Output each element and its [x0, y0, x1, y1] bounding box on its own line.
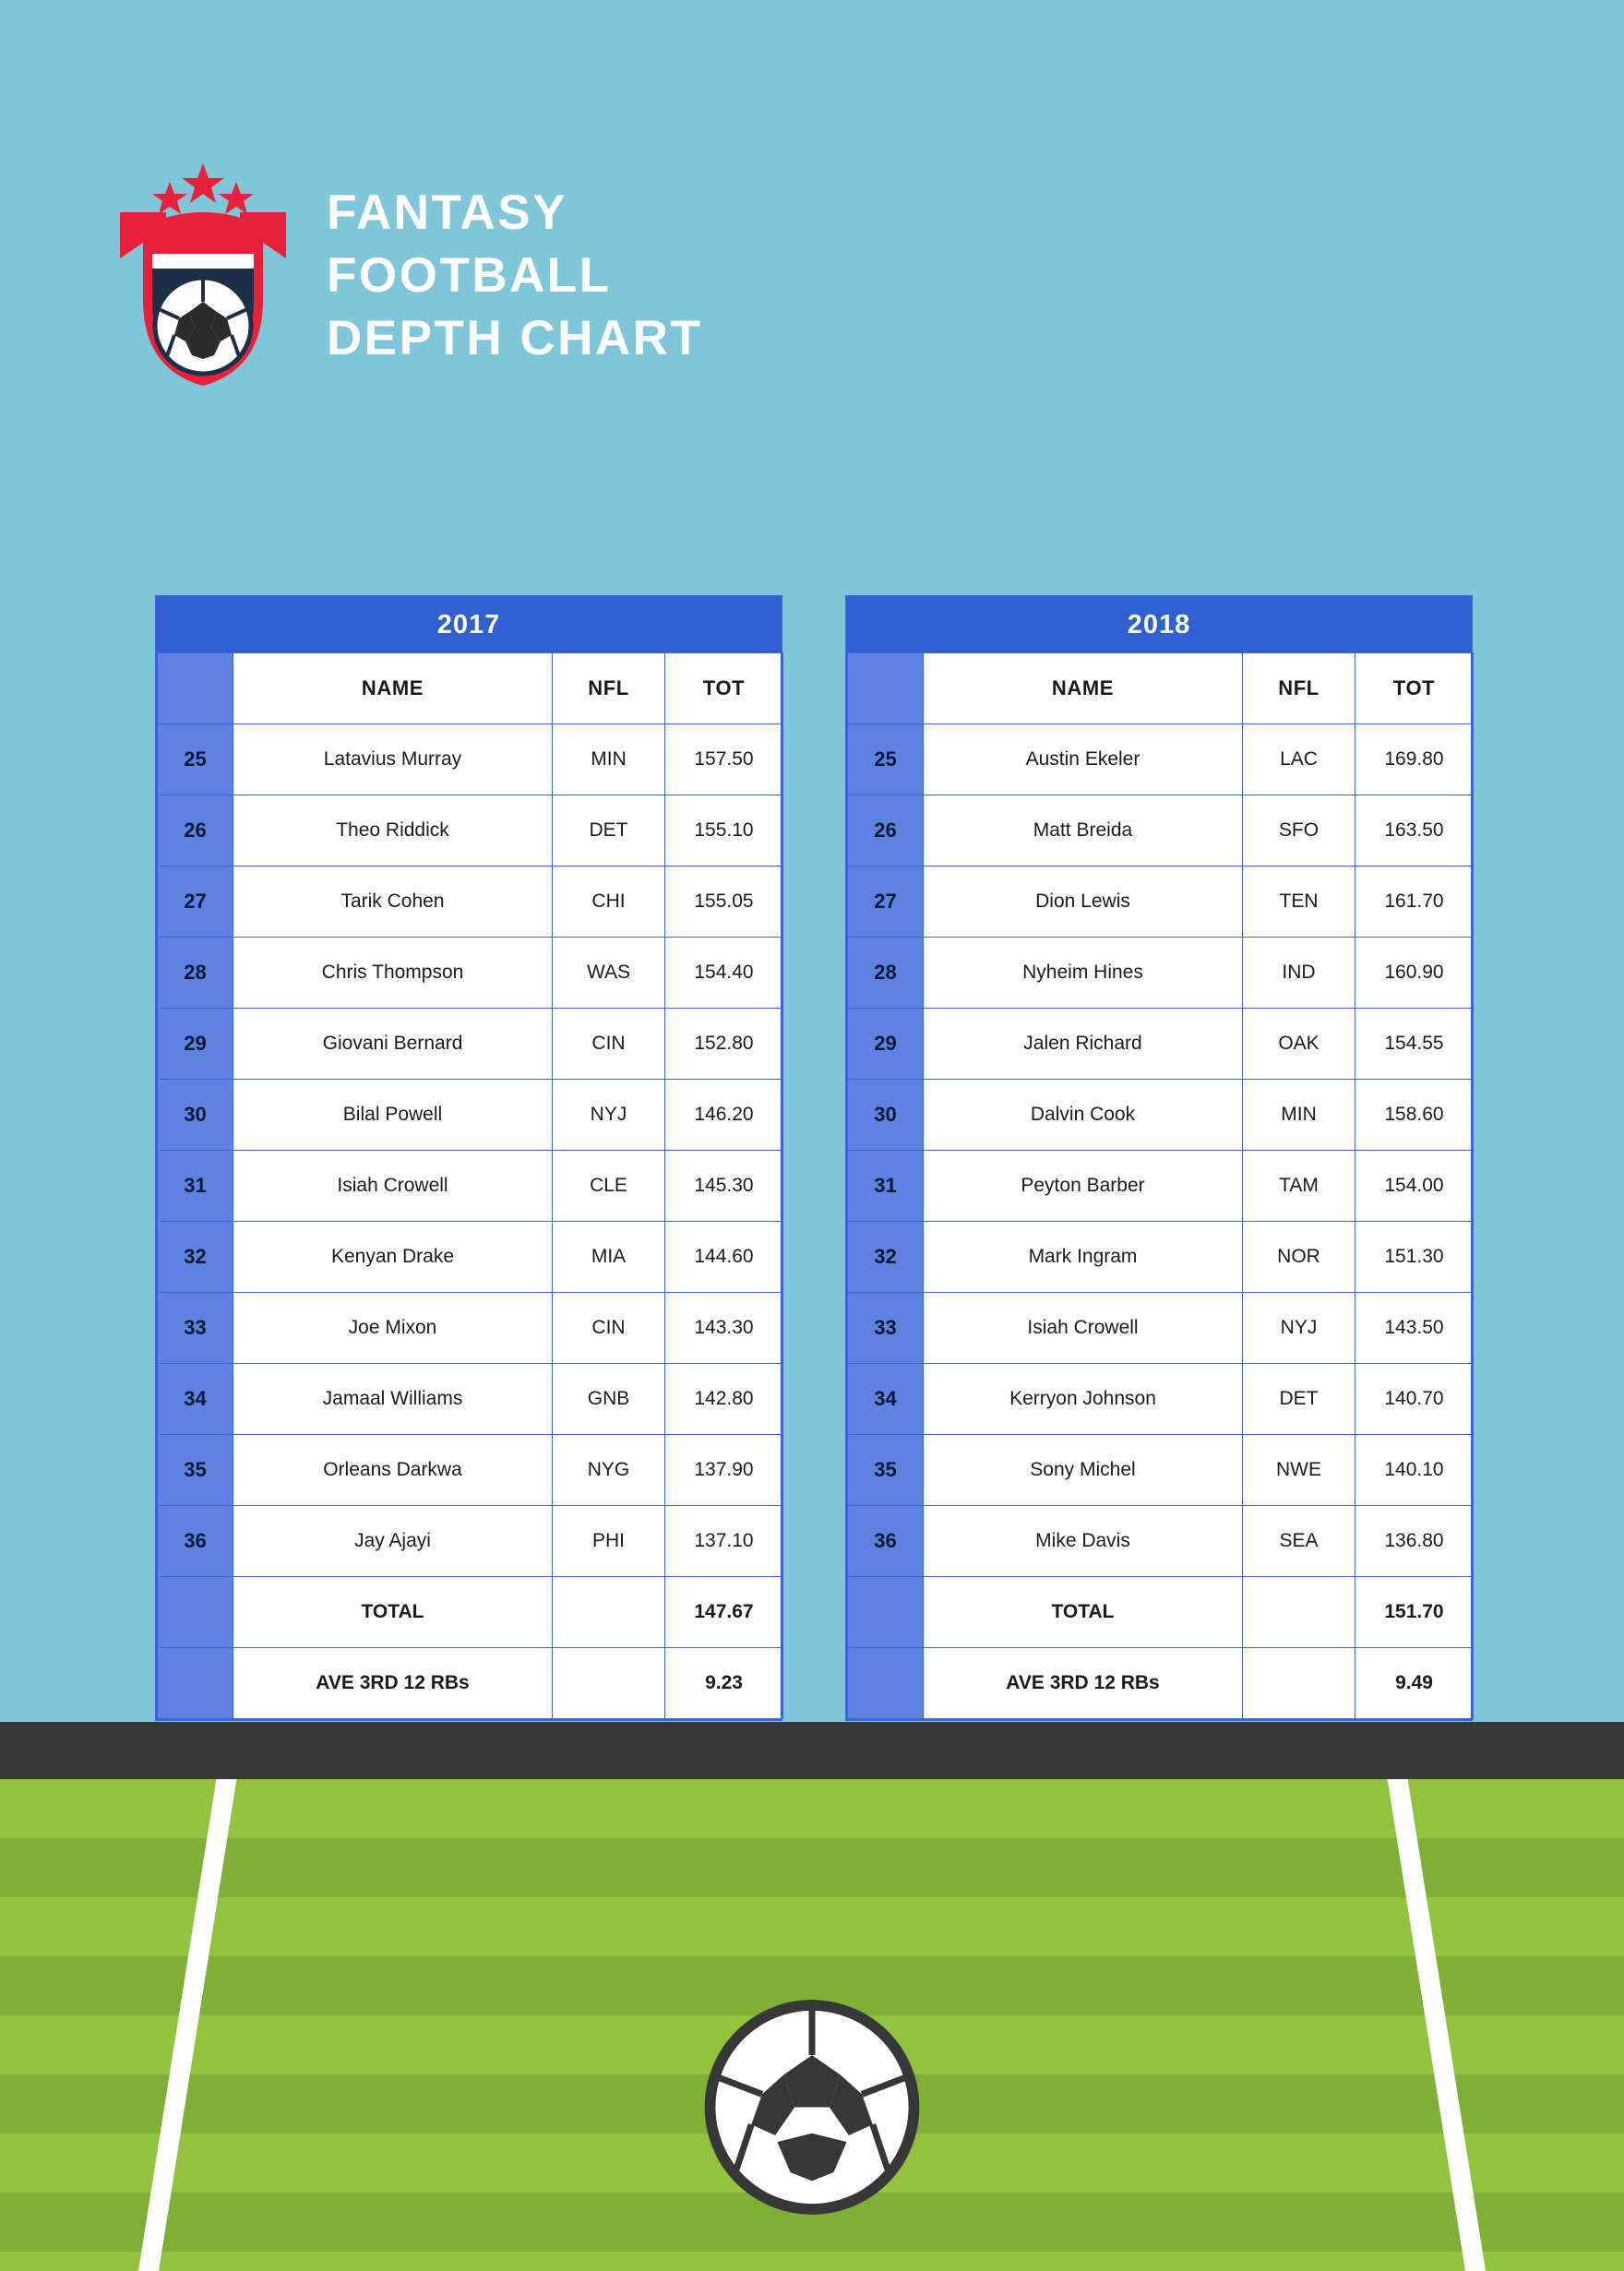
average-row	[158, 1648, 783, 1719]
table-row	[158, 1080, 783, 1151]
cell-nfl: CHI	[553, 867, 665, 938]
cell-name: Dalvin Cook	[924, 1080, 1243, 1151]
cell-name: Sony Michel	[924, 1435, 1243, 1506]
cell-name: Nyheim Hines	[924, 938, 1243, 1009]
cell-tot: 169.80	[1355, 724, 1474, 795]
cell-rank: 36	[848, 1506, 924, 1577]
fantasy-football-helmet-logo	[111, 161, 295, 388]
title-line-3: DEPTH CHART	[327, 310, 703, 365]
total-row	[158, 1577, 783, 1648]
cell-tot: 140.70	[1355, 1364, 1474, 1435]
cell-nfl: NYJ	[553, 1080, 665, 1151]
table-row	[158, 795, 783, 867]
cell-rank: 27	[848, 867, 924, 938]
year-header-2018: 2018	[847, 597, 1471, 652]
cell-nfl: NYJ	[1243, 1293, 1355, 1364]
cell-rank: 25	[848, 724, 924, 795]
cell-tot: 155.05	[665, 867, 783, 938]
depth-chart-table-2017	[155, 595, 782, 1721]
cell-rank: 33	[158, 1293, 233, 1364]
average-row	[848, 1648, 1474, 1719]
table-row	[158, 1506, 783, 1577]
cell-name: Bilal Powell	[233, 1080, 553, 1151]
cell-nfl: CIN	[553, 1293, 665, 1364]
cell-nfl: PHI	[553, 1506, 665, 1577]
cell-tot: 136.80	[1355, 1506, 1474, 1577]
column-header-nfl: NFL	[1243, 653, 1355, 724]
cell-name: Isiah Crowell	[924, 1293, 1243, 1364]
column-header-rank	[158, 653, 233, 724]
table-row	[158, 724, 783, 795]
cell-tot: 160.90	[1355, 938, 1474, 1009]
cell-rank-blank	[848, 1577, 924, 1648]
field-dark-band	[0, 1722, 1624, 1779]
table-row	[848, 795, 1474, 867]
cell-name: Jalen Richard	[924, 1009, 1243, 1080]
cell-rank: 26	[158, 795, 233, 867]
cell-nfl: TEN	[1243, 867, 1355, 938]
page-title	[327, 161, 702, 369]
table-2018	[847, 652, 1474, 1719]
cell-rank: 32	[158, 1222, 233, 1293]
cell-name: Giovani Bernard	[233, 1009, 553, 1080]
cell-tot: 154.40	[665, 938, 783, 1009]
table-header-row	[848, 653, 1474, 724]
cell-tot: 137.10	[665, 1506, 783, 1577]
cell-tot: 146.20	[665, 1080, 783, 1151]
total-label: TOTAL	[924, 1577, 1243, 1648]
cell-name: Orleans Darkwa	[233, 1435, 553, 1506]
cell-rank: 36	[158, 1506, 233, 1577]
cell-nfl: OAK	[1243, 1009, 1355, 1080]
table-row	[848, 938, 1474, 1009]
table-row	[158, 1009, 783, 1080]
average-label: AVE 3RD 12 RBs	[924, 1648, 1243, 1719]
table-2017	[157, 652, 783, 1719]
soccer-ball-icon	[704, 1999, 921, 2216]
table-row	[158, 1222, 783, 1293]
cell-rank: 34	[158, 1364, 233, 1435]
total-row	[848, 1577, 1474, 1648]
table-row	[848, 867, 1474, 938]
table-row	[848, 1293, 1474, 1364]
average-value: 9.23	[665, 1648, 783, 1719]
table-row	[158, 938, 783, 1009]
total-label: TOTAL	[233, 1577, 553, 1648]
cell-nfl: NWE	[1243, 1435, 1355, 1506]
table-row	[158, 1364, 783, 1435]
cell-nfl: WAS	[553, 938, 665, 1009]
depth-chart-tables	[155, 595, 1473, 1721]
cell-nfl: SEA	[1243, 1506, 1355, 1577]
table-row	[848, 1222, 1474, 1293]
cell-rank: 32	[848, 1222, 924, 1293]
table-row	[158, 1435, 783, 1506]
cell-rank: 29	[158, 1009, 233, 1080]
table-row	[848, 1080, 1474, 1151]
total-nfl-blank	[1243, 1577, 1355, 1648]
cell-name: Matt Breida	[924, 795, 1243, 867]
cell-nfl: CLE	[553, 1151, 665, 1222]
cell-nfl: NYG	[553, 1435, 665, 1506]
total-value: 147.67	[665, 1577, 783, 1648]
cell-tot: 142.80	[665, 1364, 783, 1435]
cell-name: Mike Davis	[924, 1506, 1243, 1577]
cell-tot: 163.50	[1355, 795, 1474, 867]
table-row	[158, 1293, 783, 1364]
cell-rank: 26	[848, 795, 924, 867]
table-header-row	[158, 653, 783, 724]
cell-nfl: NOR	[1243, 1222, 1355, 1293]
cell-name: Peyton Barber	[924, 1151, 1243, 1222]
table-row	[848, 1009, 1474, 1080]
cell-name: Theo Riddick	[233, 795, 553, 867]
cell-tot: 158.60	[1355, 1080, 1474, 1151]
cell-rank: 34	[848, 1364, 924, 1435]
column-header-rank	[848, 653, 924, 724]
cell-nfl: DET	[553, 795, 665, 867]
cell-name: Kerryon Johnson	[924, 1364, 1243, 1435]
cell-rank: 30	[158, 1080, 233, 1151]
table-row	[848, 1151, 1474, 1222]
cell-rank: 35	[158, 1435, 233, 1506]
cell-name: Tarik Cohen	[233, 867, 553, 938]
total-nfl-blank	[553, 1577, 665, 1648]
cell-rank: 30	[848, 1080, 924, 1151]
cell-tot: 161.70	[1355, 867, 1474, 938]
title-line-1: FANTASY	[327, 185, 567, 240]
cell-name: Joe Mixon	[233, 1293, 553, 1364]
average-nfl-blank	[553, 1648, 665, 1719]
cell-rank: 31	[848, 1151, 924, 1222]
column-header-name: NAME	[924, 653, 1243, 724]
cell-rank: 31	[158, 1151, 233, 1222]
year-header-2017: 2017	[157, 597, 781, 652]
cell-tot: 155.10	[665, 795, 783, 867]
cell-name: Jay Ajayi	[233, 1506, 553, 1577]
depth-chart-table-2018	[845, 595, 1473, 1721]
average-value: 9.49	[1355, 1648, 1474, 1719]
cell-nfl: CIN	[553, 1009, 665, 1080]
cell-tot: 152.80	[665, 1009, 783, 1080]
cell-rank-blank	[158, 1648, 233, 1719]
table-row	[158, 1151, 783, 1222]
column-header-nfl: NFL	[553, 653, 665, 724]
cell-tot: 143.30	[665, 1293, 783, 1364]
cell-rank: 27	[158, 867, 233, 938]
cell-name: Dion Lewis	[924, 867, 1243, 938]
cell-tot: 137.90	[665, 1435, 783, 1506]
cell-nfl: MIA	[553, 1222, 665, 1293]
cell-rank: 29	[848, 1009, 924, 1080]
cell-rank: 35	[848, 1435, 924, 1506]
cell-tot: 154.55	[1355, 1009, 1474, 1080]
cell-tot: 157.50	[665, 724, 783, 795]
cell-nfl: DET	[1243, 1364, 1355, 1435]
page-header	[111, 161, 702, 388]
cell-nfl: GNB	[553, 1364, 665, 1435]
cell-rank: 28	[848, 938, 924, 1009]
cell-rank-blank	[848, 1648, 924, 1719]
cell-name: Latavius Murray	[233, 724, 553, 795]
cell-tot: 143.50	[1355, 1293, 1474, 1364]
cell-tot: 144.60	[665, 1222, 783, 1293]
cell-name: Mark Ingram	[924, 1222, 1243, 1293]
cell-tot: 154.00	[1355, 1151, 1474, 1222]
cell-name: Kenyan Drake	[233, 1222, 553, 1293]
football-field-background	[0, 1722, 1624, 2271]
cell-tot: 145.30	[665, 1151, 783, 1222]
cell-nfl: MIN	[1243, 1080, 1355, 1151]
cell-rank-blank	[158, 1577, 233, 1648]
table-row	[848, 1506, 1474, 1577]
cell-rank: 25	[158, 724, 233, 795]
cell-name: Jamaal Williams	[233, 1364, 553, 1435]
title-line-2: FOOTBALL	[327, 247, 612, 303]
cell-nfl: IND	[1243, 938, 1355, 1009]
cell-rank: 28	[158, 938, 233, 1009]
cell-tot: 151.30	[1355, 1222, 1474, 1293]
cell-nfl: TAM	[1243, 1151, 1355, 1222]
average-label: AVE 3RD 12 RBs	[233, 1648, 553, 1719]
total-value: 151.70	[1355, 1577, 1474, 1648]
cell-name: Isiah Crowell	[233, 1151, 553, 1222]
cell-tot: 140.10	[1355, 1435, 1474, 1506]
cell-nfl: LAC	[1243, 724, 1355, 795]
average-nfl-blank	[1243, 1648, 1355, 1719]
cell-name: Chris Thompson	[233, 938, 553, 1009]
column-header-tot: TOT	[665, 653, 783, 724]
cell-nfl: MIN	[553, 724, 665, 795]
column-header-tot: TOT	[1355, 653, 1474, 724]
table-row	[848, 1435, 1474, 1506]
cell-name: Austin Ekeler	[924, 724, 1243, 795]
cell-rank: 33	[848, 1293, 924, 1364]
column-header-name: NAME	[233, 653, 553, 724]
cell-nfl: SFO	[1243, 795, 1355, 867]
table-row	[158, 867, 783, 938]
table-row	[848, 724, 1474, 795]
table-row	[848, 1364, 1474, 1435]
